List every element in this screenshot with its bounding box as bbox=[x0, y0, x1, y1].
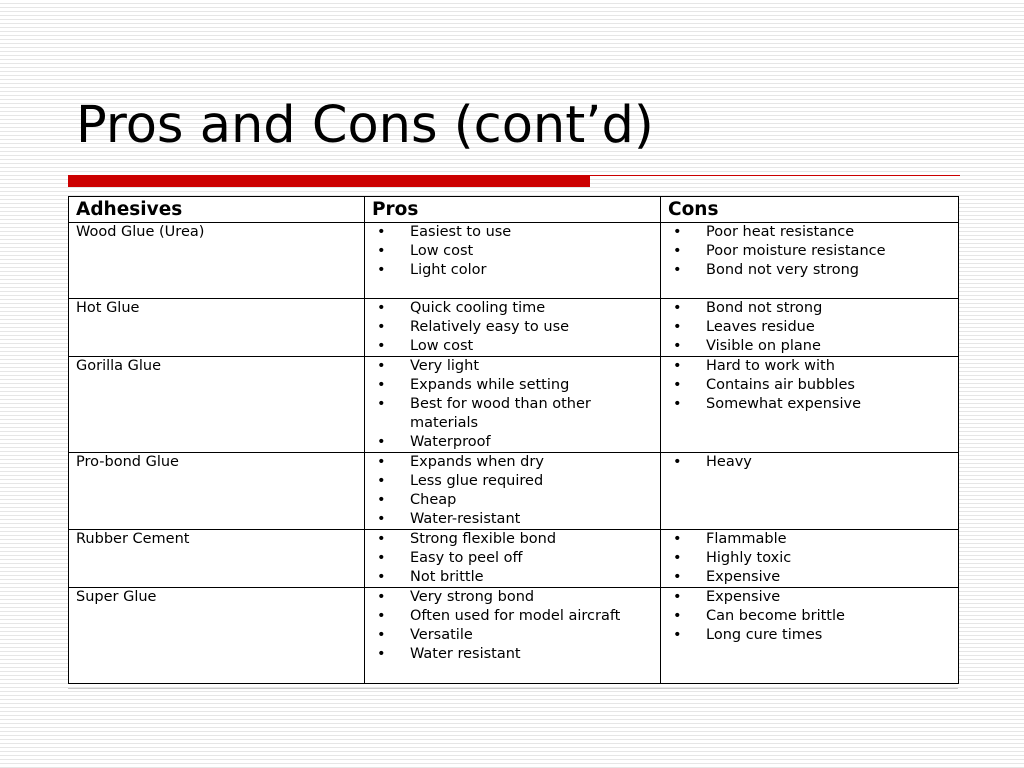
title-accent-line bbox=[590, 175, 960, 176]
list-item: • Somewhat expensive bbox=[668, 395, 951, 414]
adhesive-name: Gorilla Glue bbox=[69, 357, 365, 453]
list-item: • Low cost bbox=[372, 337, 653, 356]
cons-cell bbox=[661, 357, 959, 453]
header-cons: Cons bbox=[661, 197, 959, 223]
cons-list bbox=[668, 530, 951, 587]
list-item: • Waterproof bbox=[372, 433, 653, 452]
header-adhesives: Adhesives bbox=[69, 197, 365, 223]
list-item: • Poor heat resistance bbox=[668, 223, 951, 242]
list-item: • Strong flexible bond bbox=[372, 530, 653, 549]
adhesive-name: Hot Glue bbox=[69, 299, 365, 357]
pros-cell bbox=[365, 588, 661, 684]
cons-cell bbox=[661, 453, 959, 530]
pros-list bbox=[372, 588, 653, 664]
title-accent-bar bbox=[68, 175, 590, 187]
adhesives-table bbox=[68, 196, 959, 684]
list-item: • Light color bbox=[372, 261, 653, 280]
list-item: • Heavy bbox=[668, 453, 951, 472]
list-item: • Relatively easy to use bbox=[372, 318, 653, 337]
adhesive-name: Wood Glue (Urea) bbox=[69, 223, 365, 299]
table-row bbox=[69, 530, 959, 588]
list-item: • Not brittle bbox=[372, 568, 653, 587]
list-item: • Visible on plane bbox=[668, 337, 951, 356]
list-item: • Bond not very strong bbox=[668, 261, 951, 280]
cons-list bbox=[668, 223, 951, 280]
bottom-rule bbox=[68, 688, 958, 689]
pros-list bbox=[372, 299, 653, 356]
adhesive-name: Pro-bond Glue bbox=[69, 453, 365, 530]
cons-cell bbox=[661, 299, 959, 357]
cons-list bbox=[668, 299, 951, 356]
cons-list bbox=[668, 453, 951, 472]
list-item: • Expensive bbox=[668, 588, 951, 607]
cons-cell bbox=[661, 588, 959, 684]
pros-list bbox=[372, 357, 653, 452]
header-pros: Pros bbox=[365, 197, 661, 223]
table-header-row bbox=[69, 197, 959, 223]
list-item: • Cheap bbox=[372, 491, 653, 510]
list-item: • Best for wood than other materials bbox=[372, 395, 653, 433]
list-item: • Less glue required bbox=[372, 472, 653, 491]
pros-cell bbox=[365, 299, 661, 357]
list-item: • Easy to peel off bbox=[372, 549, 653, 568]
pros-cell bbox=[365, 530, 661, 588]
list-item: • Highly toxic bbox=[668, 549, 951, 568]
list-item: • Easiest to use bbox=[372, 223, 653, 242]
list-item: • Water-resistant bbox=[372, 510, 653, 529]
cons-cell bbox=[661, 530, 959, 588]
list-item: • Expensive bbox=[668, 568, 951, 587]
list-item: • Very light bbox=[372, 357, 653, 376]
pros-list bbox=[372, 223, 653, 280]
cons-cell bbox=[661, 223, 959, 299]
adhesive-name: Rubber Cement bbox=[69, 530, 365, 588]
table-row bbox=[69, 299, 959, 357]
list-item: • Long cure times bbox=[668, 626, 951, 645]
list-item: • Poor moisture resistance bbox=[668, 242, 951, 261]
list-item: • Expands when dry bbox=[372, 453, 653, 472]
pros-list bbox=[372, 530, 653, 587]
adhesive-name: Super Glue bbox=[69, 588, 365, 684]
list-item: • Versatile bbox=[372, 626, 653, 645]
list-item: • Low cost bbox=[372, 242, 653, 261]
list-item: • Expands while setting bbox=[372, 376, 653, 395]
cons-list bbox=[668, 357, 951, 414]
pros-cell bbox=[365, 453, 661, 530]
list-item: • Often used for model aircraft bbox=[372, 607, 653, 626]
slide-title: Pros and Cons (cont’d) bbox=[76, 96, 654, 155]
table-row bbox=[69, 453, 959, 530]
list-item: • Quick cooling time bbox=[372, 299, 653, 318]
pros-cell bbox=[365, 357, 661, 453]
table-row bbox=[69, 223, 959, 299]
pros-list bbox=[372, 453, 653, 529]
list-item: • Leaves residue bbox=[668, 318, 951, 337]
list-item: • Flammable bbox=[668, 530, 951, 549]
list-item: • Water resistant bbox=[372, 645, 653, 664]
list-item: • Very strong bond bbox=[372, 588, 653, 607]
table-row bbox=[69, 357, 959, 453]
table-row bbox=[69, 588, 959, 684]
pros-cell bbox=[365, 223, 661, 299]
cons-list bbox=[668, 588, 951, 645]
list-item: • Bond not strong bbox=[668, 299, 951, 318]
list-item: • Hard to work with bbox=[668, 357, 951, 376]
list-item: • Can become brittle bbox=[668, 607, 951, 626]
list-item: • Contains air bubbles bbox=[668, 376, 951, 395]
